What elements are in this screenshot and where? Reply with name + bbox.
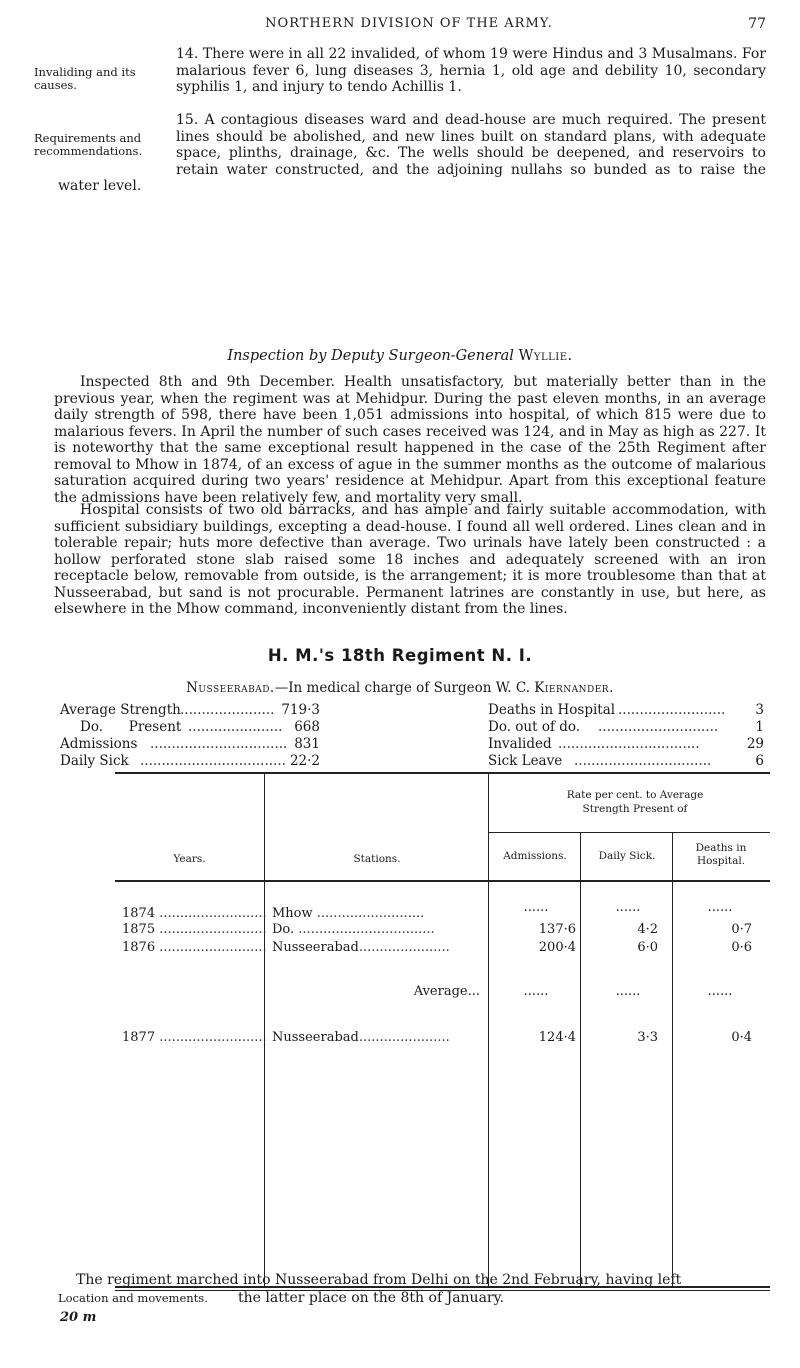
sidenote-location: Location and movements. [58,1291,208,1305]
stat-label: Sick Leave [488,753,563,769]
cell-year: 1874 .......................... [122,906,267,921]
cell-average-label: Average... [413,984,480,999]
stat-label: Admissions [60,736,138,752]
inspection-paragraph-2: Hospital consists of two old barracks, and has ample and fairly suitable accommodation, with sufficient subsidiary buildings, excepting a dead-house. I found all well ordered. Lines clean and in tolerable repair; huts more defective than average. Two urinals have lately been constructed : a hollow perforated stone slab raised some 18 inches and adequately screened with an iron receptacle below, removable from outside, is the arrangement; it is more troublesome than that at Nusseerabad, but sand is not procurable. Permanent latrines are constantly in use, but here, as elsewhere in the Mhow command, inconveniently distant from the lines. [54,502,766,617]
cell-deaths: ...... [707,900,733,915]
header-deaths: Deaths in Hospital. [695,842,747,867]
cell-daily-sick: 4·2 [637,922,658,937]
header-years: Years. [173,853,206,865]
cell-station: Mhow .......................... [272,906,425,921]
cell-deaths: 0·6 [731,940,752,955]
running-head-title: NORTHERN DIVISION OF THE ARMY. [265,16,553,31]
medical-charge-line [0,680,800,696]
stat-label: Do. Present [80,719,182,735]
stat-label: Average Strength [60,702,181,718]
cell-station: Nusseerabad...................... [272,940,450,955]
stat-row: Sick Leave ................................ 6 [488,753,764,769]
stat-row: Do. Present ...................... 668 [80,719,320,735]
stat-row: Invalided ................................. 29 [488,736,764,752]
stat-row: Admissions ................................ 831 [60,736,320,752]
cell-year: 1877 .......................... [122,1030,267,1045]
cell-admissions: 200·4 [538,940,576,955]
signature-mark: 20 m [60,1310,97,1325]
page-number: 77 [748,16,766,32]
cell-admissions: 124·4 [538,1030,576,1045]
header-stations: Stations. [353,853,401,865]
stat-row: Daily Sick .................................. 22·2 [60,753,320,769]
stat-label: Daily Sick [60,753,129,769]
stat-value: 719·3 [281,702,320,718]
header-rate-group: Rate per cent. to Average Strength Present of [566,789,704,815]
sidenote-requirements: Requirements and recommendations. [34,132,174,158]
stat-value: 668 [294,719,320,735]
sidenote-invaliding: Invaliding and its causes. [34,66,174,92]
stat-label: Invalided [488,736,552,752]
cell-year: 1876 .......................... [122,940,267,955]
regiment-title: H. M.'s 18th Regiment N. I. [267,646,533,665]
cell-admissions: ...... [523,984,549,999]
charge-text: —In medical charge of Surgeon W. C. [274,680,530,696]
inspection-heading [0,348,800,364]
cell-station: Do. ................................. [272,922,435,937]
movements-line-2: the latter place on the 8th of January. [238,1290,505,1306]
cell-admissions: 137·6 [538,922,576,937]
stats-left [60,702,320,770]
stat-label: Do. out of do. [488,719,581,735]
stat-value: 831 [294,736,320,752]
stat-value: 22·2 [289,753,320,769]
cell-year: 1875 .......................... [122,922,267,937]
section-14-text: There were in all 22 invalided, of whom 19 were Hindus and 3 Musalmans. For malarious fever 6, lung diseases 3, hernia 1, old age and debility 10, secondary syphilis 1, and injury to tendo Achillis 1. [176,46,766,95]
stat-value: 6 [755,753,764,769]
cell-deaths: 0·4 [731,1030,752,1045]
cell-daily-sick: 3·3 [637,1030,658,1045]
header-daily-sick: Daily Sick. [598,850,656,862]
stat-value: 29 [746,736,764,752]
station-name: Nusseerabad. [186,680,275,696]
section-14-number: 14. [176,46,199,62]
running-head [52,16,766,38]
cell-admissions: ...... [523,900,549,915]
stat-row: Deaths in Hospital ......................... 3 [488,702,764,718]
cell-deaths: ...... [707,984,733,999]
inspector-name: Wyllie. [518,348,573,364]
movements-line-1: The regiment marched into Nusseerabad from Delhi on the 2nd February, having left [76,1272,682,1288]
stat-row: Do. out of do. ............................ 1 [488,719,764,735]
cell-daily-sick: ...... [615,984,641,999]
cell-station: Nusseerabad...................... [272,1030,450,1045]
inspection-heading-text: Inspection by Deputy Surgeon-General [227,348,514,364]
stat-label: Deaths in Hospital [488,702,616,718]
cell-daily-sick: 6·0 [637,940,658,955]
stats-right [488,702,764,770]
section-15-text: A contagious diseases ward and dead-house are much required. The present lines should be abolished, and new lines built on standard plans, with adequate space, plinths, drainage, &c. The wells should be deepened, and reservoirs to retain water constructed, and the adjoining nullahs so bunded as to raise the water level. [58,112,766,194]
section-15-number: 15. [176,112,199,128]
inspection-paragraph-1: Inspected 8th and 9th December. Health unsatisfactory, but materially better than in the previous year, when the regiment was at Mehidpur. During the past eleven months, in an average daily strength of 598, there have been 1,051 admissions into hospital, of which 815 were due to malarious fevers. In April the number of such cases received was 124, and in May as high as 227. It is noteworthy that the same exceptional result happened in the case of the 25th Regiment after removal to Mhow in 1874, of an excess of ague in the summer months as the outcome of malarious saturation acquired during two years' residence at Mehidpur. Apart from this exceptional feature the admissions have been relatively few, and mortality very small. [54,374,766,506]
stat-value: 3 [755,702,764,718]
cell-daily-sick: ...... [615,900,641,915]
cell-deaths: 0·7 [731,922,752,937]
surgeon-name: Kiernander. [534,680,614,696]
stat-value: 1 [755,719,764,735]
header-admissions: Admissions. [503,850,567,862]
stat-row: Average Strength ...................... 719·3 [60,702,320,718]
